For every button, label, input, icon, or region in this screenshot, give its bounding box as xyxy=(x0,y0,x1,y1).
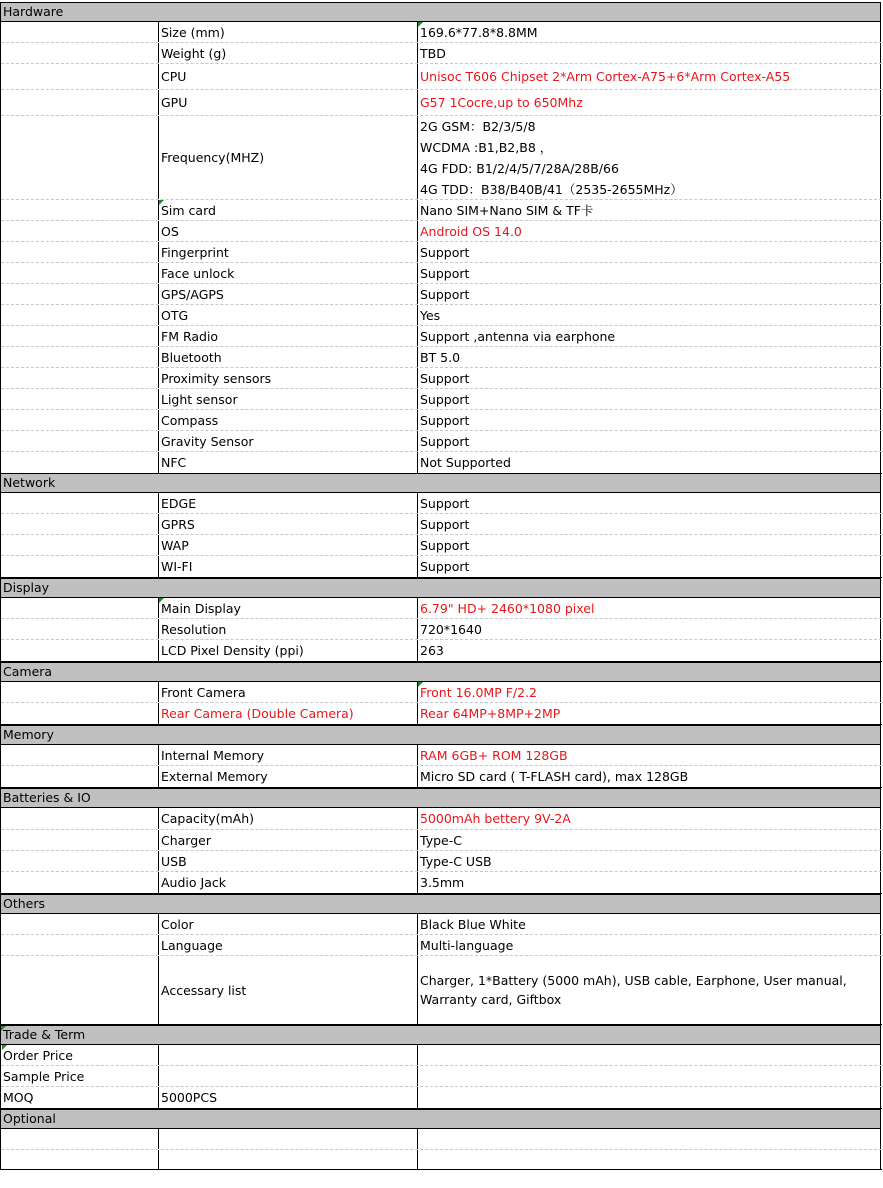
spec-row-language xyxy=(1,935,882,956)
spec-row-bluetooth xyxy=(1,347,882,368)
spec-value: Type-C USB xyxy=(417,851,882,871)
spec-label: Front Camera xyxy=(158,682,417,702)
spec-value: Support xyxy=(417,535,882,555)
frequency-line: WCDMA :B1,B2,B8 ， xyxy=(420,139,553,155)
section-header-memory: Memory xyxy=(0,725,881,745)
spec-row-nfc xyxy=(1,452,882,474)
spec-value: Multi-language xyxy=(417,935,882,955)
others-block xyxy=(0,914,881,1025)
section-header-others: Others xyxy=(0,894,881,914)
spec-row-light-sensor xyxy=(1,389,882,410)
spec-label: Language xyxy=(158,935,417,955)
spec-label: Resolution xyxy=(158,619,417,639)
spec-row-os xyxy=(1,221,882,242)
spec-row-fm-radio xyxy=(1,326,882,347)
spec-value: Support xyxy=(417,431,882,451)
spec-row-gps xyxy=(1,284,882,305)
trade-label: Sample Price xyxy=(3,1068,85,1084)
spec-label: Sim card xyxy=(158,200,417,220)
spec-label: WI-FI xyxy=(158,556,417,577)
spec-value: Support xyxy=(417,556,882,577)
spec-label: Frequency(MHZ) xyxy=(158,116,417,199)
section-header-camera: Camera xyxy=(0,662,881,682)
optional-cell xyxy=(1,1129,158,1149)
cell-comment-marker xyxy=(2,1045,7,1050)
spec-label: CPU xyxy=(158,64,417,89)
spec-value: Front 16.0MP F/2.2 xyxy=(417,682,882,702)
spec-label: Color xyxy=(158,914,417,934)
spec-value: Rear 64MP+8MP+2MP xyxy=(417,703,882,724)
trade-value xyxy=(158,1066,417,1086)
batteries-block xyxy=(0,808,881,894)
spec-value: Not Supported xyxy=(417,452,882,473)
optional-row xyxy=(1,1129,882,1150)
section-header-optional: Optional xyxy=(0,1109,881,1129)
section-header-network: Network xyxy=(0,473,881,493)
trade-label: Order Price xyxy=(3,1047,73,1063)
spec-row-capacity xyxy=(1,808,882,830)
hardware-block xyxy=(0,22,881,474)
section-header-trade: Trade & Term xyxy=(0,1025,881,1045)
spec-row-sim-card xyxy=(1,200,882,221)
spec-row-rear-camera xyxy=(1,703,882,725)
spec-value: 720*1640 xyxy=(417,619,882,639)
optional-cell xyxy=(417,1150,882,1169)
spec-label: FM Radio xyxy=(158,326,417,346)
optional-block xyxy=(0,1129,881,1170)
spec-value: Type-C xyxy=(417,830,882,850)
spec-row-wifi xyxy=(1,556,882,578)
trade-note xyxy=(417,1087,882,1108)
section-header-batteries: Batteries & IO xyxy=(0,788,881,808)
spec-label: Size (mm) xyxy=(158,22,417,42)
spec-row-proximity xyxy=(1,368,882,389)
spec-value: Support xyxy=(417,514,882,534)
spec-label: Compass xyxy=(158,410,417,430)
spec-label: Main Display xyxy=(158,598,417,618)
spec-label: USB xyxy=(158,851,417,871)
memory-block xyxy=(0,745,881,788)
spec-value: RAM 6GB+ ROM 128GB xyxy=(417,745,882,765)
spec-value: Yes xyxy=(417,305,882,325)
spec-row-gprs xyxy=(1,514,882,535)
spec-row-weight xyxy=(1,43,882,64)
spec-value: 5000mAh bettery 9V-2A xyxy=(417,808,882,829)
optional-cell xyxy=(158,1129,417,1149)
spec-row-resolution xyxy=(1,619,882,640)
spec-label: Internal Memory xyxy=(158,745,417,765)
spec-row-face-unlock xyxy=(1,263,882,284)
cell-comment-marker xyxy=(159,598,164,603)
spec-label: Face unlock xyxy=(158,263,417,283)
optional-row xyxy=(1,1150,882,1170)
spec-value: 263 xyxy=(417,640,882,661)
spec-row-pixel-density xyxy=(1,640,882,662)
spec-label: EDGE xyxy=(158,493,417,513)
network-block xyxy=(0,493,881,578)
spec-value: BT 5.0 xyxy=(417,347,882,367)
cell-comment-marker xyxy=(1,1026,6,1031)
spec-row-frequency xyxy=(1,116,882,200)
spec-label: Weight (g) xyxy=(158,43,417,63)
spec-value: Support ,antenna via earphone xyxy=(417,326,882,346)
spec-row-fingerprint xyxy=(1,242,882,263)
section-header-display: Display xyxy=(0,578,881,598)
trade-note xyxy=(417,1066,882,1086)
spec-row-accessary-list xyxy=(1,956,882,1025)
spec-value: Unisoc T606 Chipset 2*Arm Cortex-A75+6*Arm Cortex-A55 xyxy=(417,64,882,89)
spec-label: LCD Pixel Density (ppi) xyxy=(158,640,417,661)
spec-row-gravity xyxy=(1,431,882,452)
spec-value: G57 1Cocre,up to 650Mhz xyxy=(417,90,882,115)
spec-label: Capacity(mAh) xyxy=(158,808,417,829)
trade-value: 5000PCS xyxy=(158,1087,417,1108)
spec-label: NFC xyxy=(158,452,417,473)
spec-row-edge xyxy=(1,493,882,514)
spec-value: Support xyxy=(417,410,882,430)
optional-cell xyxy=(158,1150,417,1169)
spec-label: GPU xyxy=(158,90,417,115)
frequency-line: 2G GSM：B2/3/5/8 xyxy=(420,118,536,134)
spec-value: Support xyxy=(417,242,882,262)
spec-label: External Memory xyxy=(158,766,417,787)
cell-comment-marker xyxy=(159,200,164,205)
spec-row-usb xyxy=(1,851,882,872)
spec-value: 169.6*77.8*8.8MM xyxy=(417,22,882,42)
spec-value: Micro SD card ( T-FLASH card), max 128GB xyxy=(417,766,882,787)
cell-comment-marker xyxy=(418,682,423,687)
spec-value: Nano SIM+Nano SIM & TF卡 xyxy=(417,200,882,220)
section-header-hardware: Hardware xyxy=(0,2,881,22)
optional-cell xyxy=(417,1129,882,1149)
spec-row-internal-memory xyxy=(1,745,882,766)
frequency-line: 4G TDD：B38/B40B/41（2535-2655MHz） xyxy=(420,181,683,197)
spec-label: Gravity Sensor xyxy=(158,431,417,451)
spec-value: 6.79" HD+ 2460*1080 pixel xyxy=(417,598,882,618)
spec-value: Charger, 1*Battery (5000 mAh), USB cable, Earphone, User manual, Warranty card, Giftbox xyxy=(417,956,882,1024)
optional-cell xyxy=(1,1150,158,1169)
spec-value: Support xyxy=(417,284,882,304)
spec-value: Support xyxy=(417,389,882,409)
spec-row-cpu xyxy=(1,64,882,90)
spec-value: TBD xyxy=(417,43,882,63)
camera-block xyxy=(0,682,881,725)
spec-value: Support xyxy=(417,368,882,388)
spec-value: 3.5mm xyxy=(417,872,882,893)
spec-label: Bluetooth xyxy=(158,347,417,367)
trade-row-order-price xyxy=(1,1045,882,1066)
spec-label: GPS/AGPS xyxy=(158,284,417,304)
spec-label: Accessary list xyxy=(158,956,417,1024)
spec-row-compass xyxy=(1,410,882,431)
trade-block xyxy=(0,1045,881,1109)
spec-label: Audio Jack xyxy=(158,872,417,893)
frequency-line: 4G FDD: B1/2/4/5/7/28A/28B/66 xyxy=(420,160,619,176)
spec-label: Fingerprint xyxy=(158,242,417,262)
spec-label: Charger xyxy=(158,830,417,850)
display-block xyxy=(0,598,881,662)
spec-row-audio-jack xyxy=(1,872,882,894)
spec-row-external-memory xyxy=(1,766,882,788)
spec-row-gpu xyxy=(1,90,882,116)
trade-note xyxy=(417,1045,882,1065)
spec-label: Light sensor xyxy=(158,389,417,409)
spec-row-front-camera xyxy=(1,682,882,703)
spec-label: OS xyxy=(158,221,417,241)
trade-value xyxy=(158,1045,417,1065)
spec-value: Support xyxy=(417,493,882,513)
spec-value: Support xyxy=(417,263,882,283)
spec-value-frequency xyxy=(417,116,882,199)
spec-row-charger xyxy=(1,830,882,851)
trade-label: MOQ xyxy=(3,1090,34,1105)
spec-label: GPRS xyxy=(158,514,417,534)
spec-row-otg xyxy=(1,305,882,326)
spec-row-wap xyxy=(1,535,882,556)
spec-label: WAP xyxy=(158,535,417,555)
trade-row-moq xyxy=(1,1087,882,1109)
cell-comment-marker xyxy=(418,22,423,27)
spec-label: OTG xyxy=(158,305,417,325)
spec-row-color xyxy=(1,914,882,935)
spec-value: Black Blue White xyxy=(417,914,882,934)
spec-value: Android OS 14.0 xyxy=(417,221,882,241)
trade-row-sample-price xyxy=(1,1066,882,1087)
spec-row-main-display xyxy=(1,598,882,619)
spec-label: Proximity sensors xyxy=(158,368,417,388)
spec-label: Rear Camera (Double Camera) xyxy=(158,703,417,724)
spec-row-size xyxy=(1,22,882,43)
